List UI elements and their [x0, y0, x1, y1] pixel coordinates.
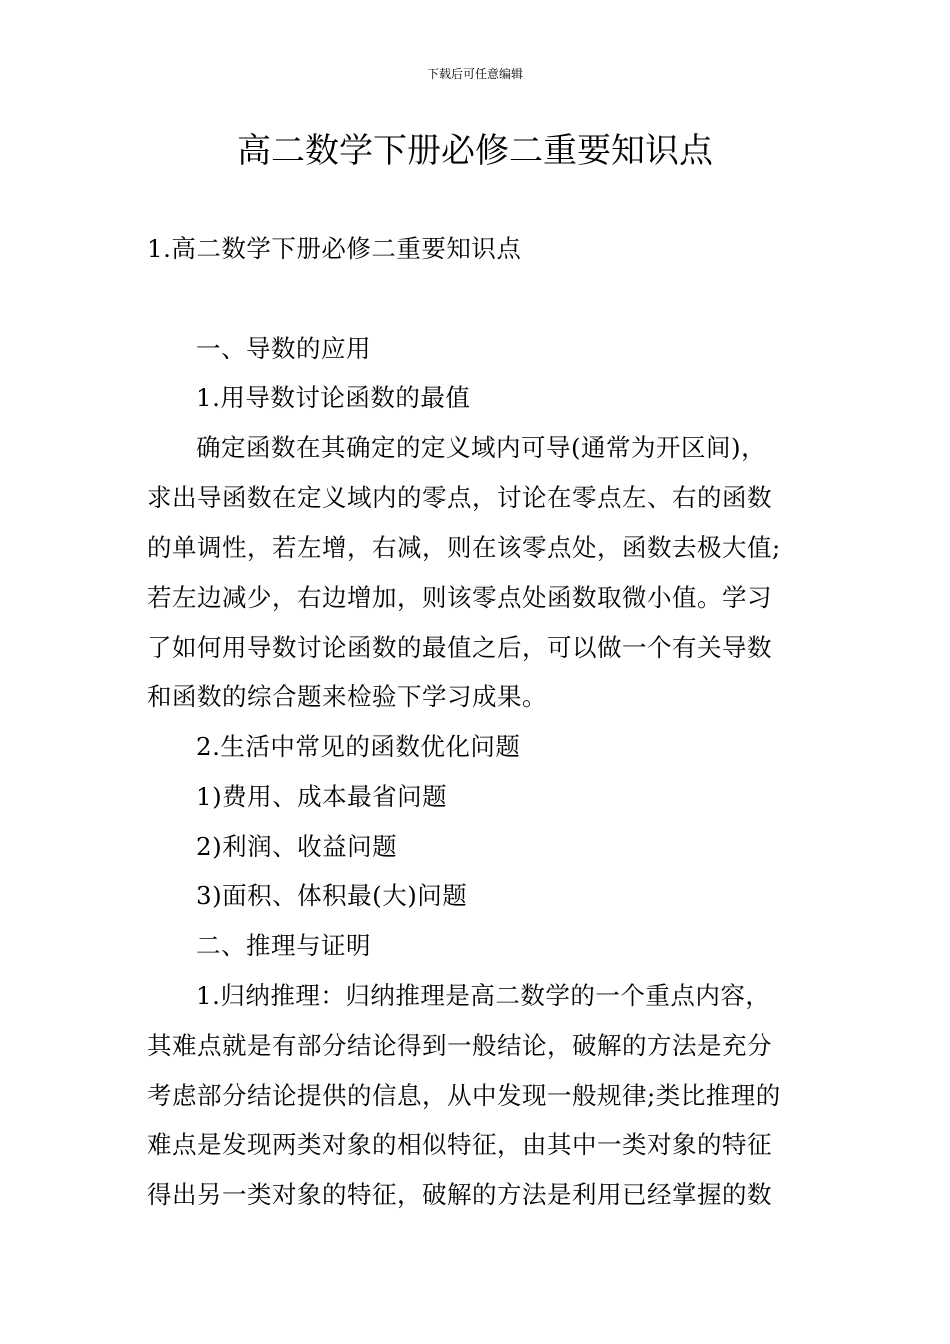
list-item: 1)费用、成本最省问题 [196, 782, 448, 811]
chapter-heading: 二、推理与证明 [196, 931, 371, 960]
subheading: 2.生活中常见的函数优化问题 [196, 732, 521, 761]
document-title: 高二数学下册必修二重要知识点 [237, 131, 713, 171]
section-heading: 1.高二数学下册必修二重要知识点 [147, 234, 522, 263]
paragraph-line: 若左边减少，右边增加，则该零点处函数取微小值。学习 [147, 583, 772, 612]
paragraph-line: 考虑部分结论提供的信息，从中发现一般规律;类比推理的 [147, 1081, 781, 1110]
paragraph-line: 了如何用导数讨论函数的最值之后，可以做一个有关导数 [147, 633, 772, 662]
list-item: 3)面积、体积最(大)问题 [196, 881, 468, 910]
paragraph-line: 难点是发现两类对象的相似特征，由其中一类对象的特征 [147, 1130, 772, 1159]
paragraph-line: 得出另一类对象的特征，破解的方法是利用已经掌握的数 [147, 1180, 772, 1209]
subheading: 1.用导数讨论函数的最值 [196, 383, 471, 412]
header-note: 下载后可任意编辑 [426, 67, 523, 81]
paragraph-line: 其难点就是有部分结论得到一般结论，破解的方法是充分 [147, 1031, 772, 1060]
paragraph-line: 的单调性，若左增，右减，则在该零点处，函数去极大值; [147, 533, 781, 562]
chapter-heading: 一、导数的应用 [196, 334, 371, 363]
paragraph-line: 1.归纳推理：归纳推理是高二数学的一个重点内容， [196, 981, 771, 1010]
paragraph-line: 确定函数在其确定的定义域内可导(通常为开区间)， [196, 433, 767, 462]
list-item: 2)利润、收益问题 [196, 832, 398, 861]
paragraph-line: 和函数的综合题来检验下学习成果。 [147, 682, 547, 711]
paragraph-line: 求出导函数在定义域内的零点，讨论在零点左、右的函数 [147, 483, 772, 512]
